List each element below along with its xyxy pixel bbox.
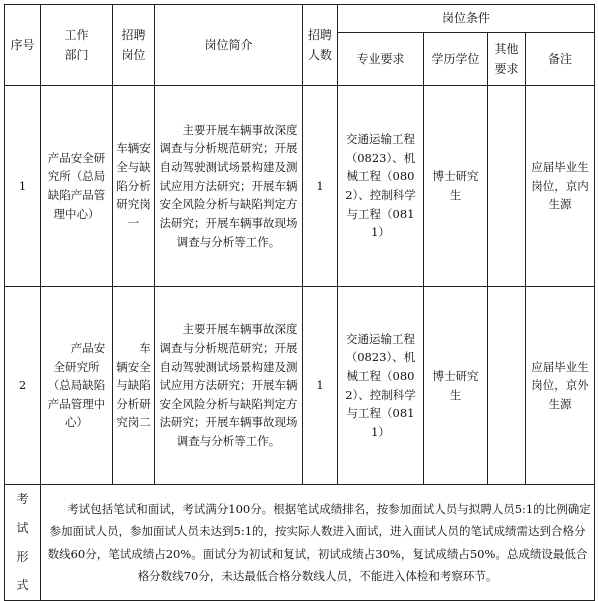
header-count-line1: 招聘 bbox=[307, 27, 332, 42]
header-dept bbox=[41, 5, 113, 86]
row1-edu: 博士研究生 bbox=[424, 86, 488, 287]
header-remark: 备注 bbox=[526, 33, 595, 86]
exam-label-char1: 考 bbox=[16, 492, 29, 506]
header-other-line1: 其他 bbox=[494, 41, 519, 56]
header-seq: 序号 bbox=[5, 5, 41, 86]
row1-seq: 1 bbox=[5, 86, 41, 287]
header-dept-line2: 部门 bbox=[64, 48, 89, 62]
row2-count: 1 bbox=[303, 287, 338, 485]
row2-remark: 应届毕业生岗位，京外生源 bbox=[526, 287, 595, 485]
header-conditions: 岗位条件 bbox=[338, 5, 595, 33]
header-other-line2: 要求 bbox=[494, 62, 519, 76]
exam-row bbox=[5, 485, 595, 601]
row2-major: 交通运输工程（0823）、机械工程（0802）、控制科学与工程（0811） bbox=[338, 287, 424, 485]
header-dept-line1: 工作 bbox=[64, 27, 89, 42]
recruitment-table bbox=[4, 4, 595, 601]
row1-position: 车辆安全与缺陷分析研究岗一 bbox=[113, 86, 155, 287]
row2-intro: 主要开展车辆事故深度调查与分析规范研究；开展自动驾驶测试场景构建及测试应用方法研究；开展车辆安全风险分析与缺陷判定方法研究；开展车辆事故现场调查与分析等工作。 bbox=[155, 287, 303, 485]
row1-major: 交通运输工程（0823）、机械工程（0802）、控制科学与工程（0811） bbox=[338, 86, 424, 287]
header-other bbox=[488, 33, 526, 86]
exam-description: 考试包括笔试和面试，考试满分100分。根据笔试成绩排名，按参加面试人员与拟聘人员5:1的比例确定参加面试人员，参加面试人员未达到5:1的，按实际人数进入面试，进入面试人员的笔试成绩需达到合格分数线60分，笔试成绩占20%。面试分为初试和复试，初试成绩占30%，复试成绩占50%。总成绩设最低合格分数线70分，未达最低合格分数线人员，不能进入体检和考察环节。 bbox=[41, 485, 595, 601]
row1-count: 1 bbox=[303, 86, 338, 287]
header-row-1 bbox=[5, 5, 595, 33]
table-row bbox=[5, 287, 595, 485]
exam-label-char4: 式 bbox=[16, 578, 29, 593]
header-intro: 岗位简介 bbox=[155, 5, 303, 86]
header-count-line2: 人数 bbox=[307, 48, 332, 62]
row2-position: 车辆安全与缺陷分析研究岗二 bbox=[113, 287, 155, 485]
exam-label-char3: 形 bbox=[16, 549, 29, 564]
row1-other bbox=[488, 86, 526, 287]
header-edu: 学历学位 bbox=[424, 33, 488, 86]
row1-intro: 主要开展车辆事故深度调查与分析规范研究；开展自动驾驶测试场景构建及测试应用方法研究；开展车辆安全风险分析与缺陷判定方法研究；开展车辆事故现场调查与分析等工作。 bbox=[155, 86, 303, 287]
header-position bbox=[113, 5, 155, 86]
row2-seq: 2 bbox=[5, 287, 41, 485]
row2-dept: 产品安全研究所（总局缺陷产品管理中心） bbox=[41, 287, 113, 485]
header-major: 专业要求 bbox=[338, 33, 424, 86]
header-position-line1: 招聘 bbox=[121, 27, 146, 42]
row1-dept: 产品安全研究所（总局缺陷产品管理中心） bbox=[41, 86, 113, 287]
exam-label bbox=[5, 485, 41, 601]
row2-edu: 博士研究生 bbox=[424, 287, 488, 485]
table-row bbox=[5, 86, 595, 287]
row2-other bbox=[488, 287, 526, 485]
exam-label-char2: 试 bbox=[16, 520, 29, 535]
header-position-line2: 岗位 bbox=[121, 48, 146, 62]
header-count bbox=[303, 5, 338, 86]
row1-remark: 应届毕业生岗位，京内生源 bbox=[526, 86, 595, 287]
